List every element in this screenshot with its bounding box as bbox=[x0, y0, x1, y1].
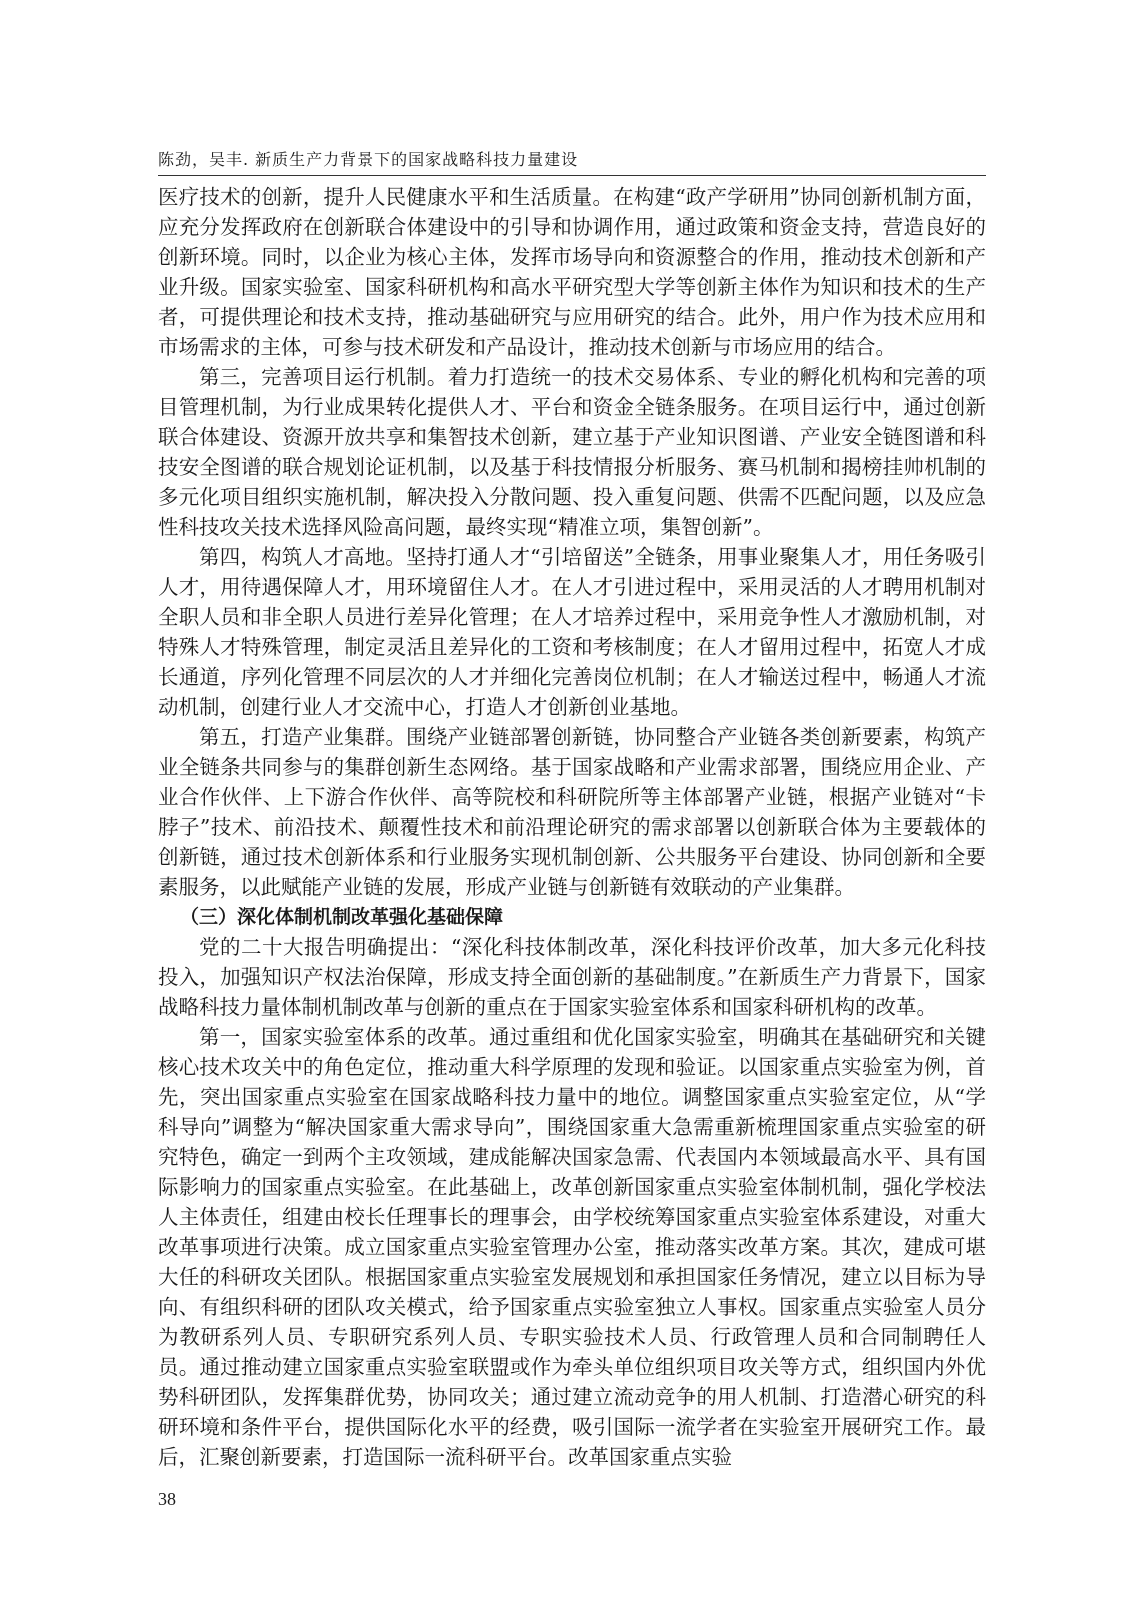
page-number: 38 bbox=[158, 1489, 176, 1509]
section-heading: （三）深化体制机制改革强化基础保障 bbox=[180, 906, 504, 928]
paragraph: 第一，国家实验室体系的改革。通过重组和优化国家实验室，明确其在基础研究和关键核心技术攻关中的角色定位，推动重大科学原理的发现和验证。以国家重点实验室为例，首先，突出国家重点实验室在国家战略科技力量中的地位。调整国家重点实验室定位，从“学科导向”调整为“解决国家重大需求导向”，围绕国家重大急需重新梳理国家重点实验室的研究特色，确定一到两个主攻领域，建成能解决国家急需、代表国内本领域最高水平、具有国际影响力的国家重点实验室。在此基础上，改革创新国家重点实验室体制机制，强化学校法人主体责任，组建由校长任理事长的理事会，由学校统筹国家重点实验室体系建设，对重大改革事项进行决策。成立国家重点实验室管理办公室，推动落实改革方案。其次，建成可堪大任的科研攻关团队。根据国家重点实验室发展规划和承担国家任务情况，建立以目标为导向、有组织科研的团队攻关模式，给予国家重点实验室独立人事权。国家重点实验室人员分为教研系列人员、专职研究系列人员、专职实验技术人员、行政管理人员和合同制聘任人员。通过推动建立国家重点实验室联盟或作为牵头单位组织项目攻关等方式，组织国内外优势科研团队，发挥集群优势，协同攻关；通过建立流动竞争的用人机制、打造潜心研究的科研环境和条件平台，提供国际化水平的经费，吸引国际一流学者在实验室开展研究工作。最后，汇聚创新要素，打造国际一流科研平台。改革国家重点实验 bbox=[158, 1025, 986, 1469]
header-rule bbox=[158, 175, 986, 176]
running-header: 陈劲，吴丰. 新质生产力背景下的国家战略科技力量建设 bbox=[158, 150, 579, 169]
paragraph: 第五，打造产业集群。围绕产业链部署创新链，协同整合产业链各类创新要素，构筑产业全链条共同参与的集群创新生态网络。基于国家战略和产业需求部署，围绕应用企业、产业合作伙伴、上下游合作伙伴、高等院校和科研院所等主体部署产业链，根据产业链对“卡脖子”技术、前沿技术、颠覆性技术和前沿理论研究的需求部署以创新联合体为主要载体的创新链，通过技术创新体系和行业服务实现机制创新、公共服务平台建设、协同创新和全要素服务，以此赋能产业链的发展，形成产业链与创新链有效联动的产业集群。 bbox=[158, 725, 986, 899]
paragraph: 第四，构筑人才高地。坚持打通人才“引培留送”全链条，用事业聚集人才，用任务吸引人才，用待遇保障人才，用环境留住人才。在人才引进过程中，采用灵活的人才聘用机制对全职人员和非全职人员进行差异化管理；在人才培养过程中，采用竞争性人才激励机制，对特殊人才特殊管理，制定灵活且差异化的工资和考核制度；在人才留用过程中，拓宽人才成长通道，序列化管理不同层次的人才并细化完善岗位机制；在人才输送过程中，畅通人才流动机制，创建行业人才交流中心，打造人才创新创业基地。 bbox=[158, 545, 986, 719]
paragraph: 党的二十大报告明确提出：“深化科技体制改革，深化科技评价改革，加大多元化科技投入，加强知识产权法治保障，形成支持全面创新的基础制度。”在新质生产力背景下，国家战略科技力量体制机制改革与创新的重点在于国家实验室体系和国家科研机构的改革。 bbox=[158, 935, 986, 1019]
paragraph: 第三，完善项目运行机制。着力打造统一的技术交易体系、专业的孵化机构和完善的项目管理机制，为行业成果转化提供人才、平台和资金全链条服务。在项目运行中，通过创新联合体建设、资源开放共享和集智技术创新，建立基于产业知识图谱、产业安全链图谱和科技安全图谱的联合规划论证机制，以及基于科技情报分析服务、赛马机制和揭榜挂帅机制的多元化项目组织实施机制，解决投入分散问题、投入重复问题、供需不匹配问题，以及应急性科技攻关技术选择风险高问题，最终实现“精准立项，集智创新”。 bbox=[158, 365, 986, 539]
paragraph-continued: 医疗技术的创新，提升人民健康水平和生活质量。在构建“政产学研用”协同创新机制方面，应充分发挥政府在创新联合体建设中的引导和协调作用，通过政策和资金支持，营造良好的创新环境。同时，以企业为核心主体，发挥市场导向和资源整合的作用，推动技术创新和产业升级。国家实验室、国家科研机构和高水平研究型大学等创新主体作为知识和技术的生产者，可提供理论和技术支持，推动基础研究与应用研究的结合。此外，用户作为技术应用和市场需求的主体，可参与技术研发和产品设计，推动技术创新与市场应用的结合。 bbox=[158, 185, 986, 359]
body-text bbox=[158, 182, 986, 1472]
paper-page bbox=[158, 0, 986, 1600]
